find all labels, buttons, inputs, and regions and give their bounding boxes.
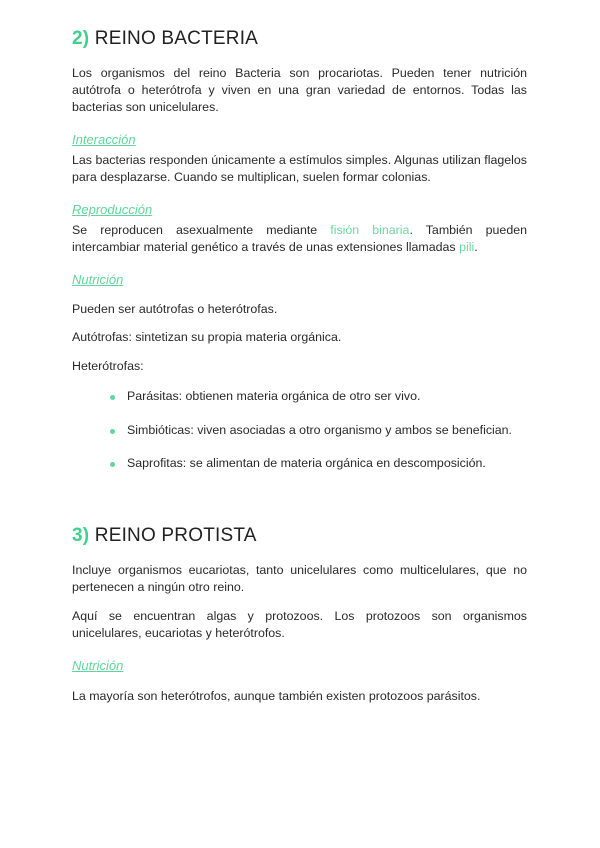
nutricion-paragraph-2: Autótrofas: sintetizan su propia materia orgánica. [72, 330, 342, 344]
protista-paragraph-1: Incluye organismos eucariotas, tanto unicelulares como multicelulares, que no pertenecen a ningún otro reino. [72, 563, 527, 594]
section-title: REINO PROTISTA [94, 525, 257, 546]
nutricion-paragraph-3: Heterótrofas: [72, 359, 144, 373]
section-heading-protista [72, 525, 527, 547]
section-number: 3) [72, 525, 90, 546]
bullet-icon [110, 429, 115, 434]
nutricion-paragraph-1: Pueden ser autótrofas o heterótrofas. [72, 302, 278, 316]
bullet-icon [110, 462, 115, 467]
reproduccion-paragraph: Se reproducen asexualmente mediante fisión binaria. También pueden intercambiar material genético a través de unas extensiones llamadas pili. [72, 223, 527, 254]
list-item: Simbióticas: viven asociadas a otro organismo y ambos se benefician. [127, 422, 582, 439]
list-item: Parásitas: obtienen materia orgánica de otro ser vivo. [127, 388, 582, 405]
section-heading-bacteria [72, 28, 527, 50]
protista-nutricion-paragraph: La mayoría son heterótrofos, aunque también existen protozoos parásitos. [72, 689, 481, 703]
bullet-icon [110, 395, 115, 400]
list-item: Saprofitas: se alimentan de materia orgánica en descomposición. [127, 455, 582, 472]
subheading-nutricion-protista: Nutrición [72, 658, 124, 673]
subheading-reproduccion: Reproducción [72, 202, 153, 217]
highlight-pili: pili [459, 240, 475, 254]
section-number: 2) [72, 28, 90, 49]
highlight-fision-binaria: fisión binaria [330, 223, 410, 237]
heterotrofas-list [72, 388, 582, 472]
protista-paragraph-2: Aquí se encuentran algas y protozoos. Los protozoos son organismos unicelulares, eucariotas y heterótrofos. [72, 609, 527, 640]
section-title: REINO BACTERIA [94, 28, 259, 49]
subheading-nutricion-bacteria: Nutrición [72, 272, 124, 287]
bacteria-intro-paragraph: Los organismos del reino Bacteria son procariotas. Pueden tener nutrición autótrofa o heterótrofa y viven en una gran variedad de entornos. Todas las bacterias son unicelulares. [72, 66, 527, 114]
subheading-interaccion: Interacción [72, 132, 136, 147]
interaccion-paragraph: Las bacterias responden únicamente a estímulos simples. Algunas utilizan flagelos para desplazarse. Cuando se multiplican, suelen formar colonias. [72, 153, 527, 184]
